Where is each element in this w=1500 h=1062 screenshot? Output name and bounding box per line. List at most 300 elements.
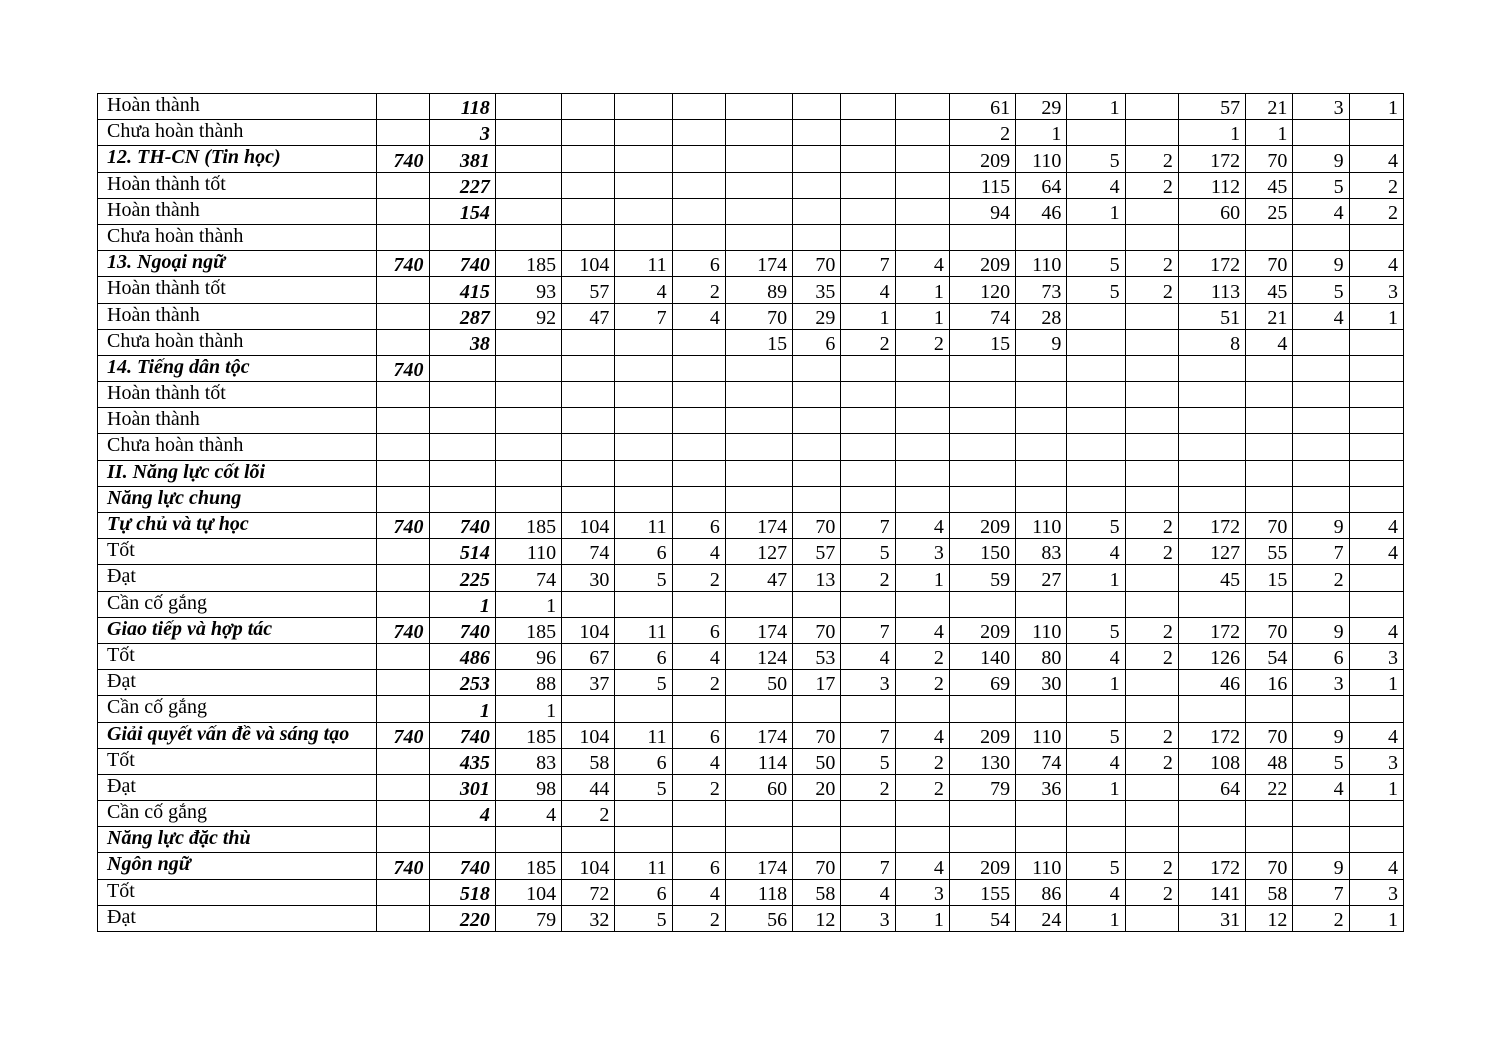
value-cell: 6 — [672, 251, 725, 277]
value-cell — [562, 94, 615, 120]
evaluated-total-cell: 220 — [429, 905, 495, 931]
value-cell: 1 — [1246, 120, 1293, 146]
evaluated-total-cell: 486 — [429, 643, 495, 669]
value-cell: 5 — [841, 748, 895, 774]
value-cell: 3 — [895, 879, 949, 905]
row-label: Hoàn thành tốt — [98, 172, 377, 198]
value-cell — [1293, 591, 1349, 617]
value-cell — [1125, 382, 1178, 408]
value-cell: 9 — [1293, 146, 1349, 172]
value-cell — [841, 355, 895, 381]
value-cell: 79 — [949, 774, 1015, 800]
value-cell: 2 — [1125, 879, 1178, 905]
value-cell: 45 — [1246, 172, 1293, 198]
value-cell: 79 — [495, 905, 561, 931]
row-label: Hoàn thành — [98, 94, 377, 120]
value-cell — [1067, 827, 1125, 853]
value-cell — [1016, 486, 1067, 512]
value-cell: 15 — [1246, 565, 1293, 591]
value-cell — [1125, 329, 1178, 355]
value-cell: 2 — [949, 120, 1015, 146]
row-label: Chưa hoàn thành — [98, 120, 377, 146]
table-row — [98, 329, 1404, 355]
value-cell: 1 — [1067, 198, 1125, 224]
value-cell — [562, 172, 615, 198]
row-label: Tốt — [98, 539, 377, 565]
value-cell: 110 — [1016, 617, 1067, 643]
value-cell: 172 — [1178, 146, 1245, 172]
value-cell — [841, 224, 895, 250]
value-cell: 57 — [793, 539, 841, 565]
value-cell: 6 — [615, 539, 672, 565]
value-cell: 96 — [495, 643, 561, 669]
value-cell: 2 — [1349, 172, 1403, 198]
value-cell: 4 — [1349, 251, 1403, 277]
value-cell: 45 — [1246, 277, 1293, 303]
enrolled-total-cell: 740 — [377, 853, 429, 879]
value-cell — [949, 460, 1015, 486]
value-cell — [562, 382, 615, 408]
value-cell: 104 — [562, 617, 615, 643]
value-cell — [1349, 408, 1403, 434]
value-cell — [895, 696, 949, 722]
value-cell: 48 — [1246, 748, 1293, 774]
value-cell — [841, 198, 895, 224]
value-cell: 24 — [1016, 905, 1067, 931]
evaluated-total-cell — [429, 224, 495, 250]
value-cell: 172 — [1178, 513, 1245, 539]
value-cell: 174 — [725, 513, 792, 539]
value-cell: 2 — [1349, 198, 1403, 224]
value-cell: 72 — [562, 879, 615, 905]
table-row — [98, 801, 1404, 827]
value-cell: 2 — [1125, 251, 1178, 277]
value-cell: 11 — [615, 617, 672, 643]
evaluated-total-cell — [429, 434, 495, 460]
value-cell — [725, 460, 792, 486]
value-cell — [793, 146, 841, 172]
value-cell: 60 — [725, 774, 792, 800]
value-cell — [725, 120, 792, 146]
table-row — [98, 696, 1404, 722]
enrolled-total-cell — [377, 905, 429, 931]
value-cell — [672, 696, 725, 722]
value-cell: 70 — [1246, 513, 1293, 539]
value-cell: 4 — [1293, 198, 1349, 224]
value-cell: 83 — [1016, 539, 1067, 565]
value-cell: 110 — [1016, 853, 1067, 879]
value-cell — [615, 591, 672, 617]
value-cell — [841, 591, 895, 617]
value-cell: 2 — [1125, 277, 1178, 303]
value-cell: 4 — [895, 853, 949, 879]
value-cell: 45 — [1178, 565, 1245, 591]
row-label: Tốt — [98, 643, 377, 669]
value-cell — [495, 329, 561, 355]
value-cell: 172 — [1178, 251, 1245, 277]
value-cell — [841, 827, 895, 853]
value-cell: 46 — [1178, 670, 1245, 696]
value-cell: 7 — [1293, 539, 1349, 565]
value-cell — [725, 591, 792, 617]
row-label: Đạt — [98, 670, 377, 696]
value-cell: 32 — [562, 905, 615, 931]
value-cell — [1293, 827, 1349, 853]
value-cell: 9 — [1293, 617, 1349, 643]
value-cell: 29 — [793, 303, 841, 329]
value-cell — [1016, 696, 1067, 722]
row-label: Tốt — [98, 879, 377, 905]
value-cell: 1 — [1067, 905, 1125, 931]
value-cell — [1246, 486, 1293, 512]
value-cell — [1125, 801, 1178, 827]
value-cell: 209 — [949, 617, 1015, 643]
row-label: Cần cố gắng — [98, 696, 377, 722]
evaluated-total-cell: 1 — [429, 696, 495, 722]
value-cell: 55 — [1246, 539, 1293, 565]
evaluated-total-cell — [429, 408, 495, 434]
value-cell — [1349, 827, 1403, 853]
value-cell — [793, 120, 841, 146]
value-cell: 69 — [949, 670, 1015, 696]
value-cell: 80 — [1016, 643, 1067, 669]
enrolled-total-cell — [377, 408, 429, 434]
row-label: 12. TH-CN (Tin học) — [98, 146, 377, 172]
evaluated-total-cell: 154 — [429, 198, 495, 224]
value-cell — [1178, 408, 1245, 434]
row-label: Tự chủ và tự học — [98, 513, 377, 539]
value-cell — [1067, 303, 1125, 329]
row-label: Đạt — [98, 565, 377, 591]
enrolled-total-cell: 740 — [377, 251, 429, 277]
value-cell — [1349, 591, 1403, 617]
value-cell: 30 — [1016, 670, 1067, 696]
value-cell — [562, 434, 615, 460]
value-cell — [672, 94, 725, 120]
value-cell: 74 — [1016, 748, 1067, 774]
value-cell — [1349, 565, 1403, 591]
value-cell: 4 — [1067, 172, 1125, 198]
value-cell — [725, 827, 792, 853]
value-cell: 1 — [895, 565, 949, 591]
value-cell — [615, 460, 672, 486]
value-cell: 2 — [1125, 722, 1178, 748]
value-cell — [672, 486, 725, 512]
value-cell: 110 — [1016, 146, 1067, 172]
evaluated-total-cell: 740 — [429, 513, 495, 539]
table-row — [98, 224, 1404, 250]
enrolled-total-cell — [377, 277, 429, 303]
value-cell — [793, 408, 841, 434]
value-cell: 4 — [1349, 513, 1403, 539]
enrolled-total-cell — [377, 827, 429, 853]
value-cell: 3 — [895, 539, 949, 565]
value-cell — [1016, 591, 1067, 617]
enrolled-total-cell: 740 — [377, 513, 429, 539]
value-cell: 7 — [841, 251, 895, 277]
value-cell — [1125, 303, 1178, 329]
value-cell: 64 — [1178, 774, 1245, 800]
value-cell — [1125, 827, 1178, 853]
value-cell: 2 — [895, 748, 949, 774]
value-cell — [562, 224, 615, 250]
value-cell: 4 — [895, 722, 949, 748]
table-row — [98, 774, 1404, 800]
value-cell: 5 — [1067, 146, 1125, 172]
value-cell — [1067, 382, 1125, 408]
enrolled-total-cell — [377, 565, 429, 591]
evaluated-total-cell: 118 — [429, 94, 495, 120]
value-cell: 1 — [1349, 670, 1403, 696]
value-cell: 104 — [562, 513, 615, 539]
value-cell — [949, 801, 1015, 827]
table-row — [98, 303, 1404, 329]
enrolled-total-cell — [377, 486, 429, 512]
value-cell: 44 — [562, 774, 615, 800]
value-cell: 6 — [672, 853, 725, 879]
enrolled-total-cell — [377, 460, 429, 486]
value-cell: 104 — [562, 251, 615, 277]
enrolled-total-cell — [377, 434, 429, 460]
table-row — [98, 120, 1404, 146]
value-cell — [949, 434, 1015, 460]
value-cell: 67 — [562, 643, 615, 669]
value-cell: 172 — [1178, 853, 1245, 879]
value-cell: 60 — [1178, 198, 1245, 224]
enrolled-total-cell — [377, 303, 429, 329]
value-cell — [1016, 355, 1067, 381]
value-cell: 4 — [1067, 879, 1125, 905]
value-cell: 51 — [1178, 303, 1245, 329]
value-cell: 110 — [1016, 722, 1067, 748]
value-cell: 12 — [1246, 905, 1293, 931]
value-cell: 70 — [725, 303, 792, 329]
value-cell — [1016, 224, 1067, 250]
value-cell: 54 — [949, 905, 1015, 931]
value-cell: 15 — [725, 329, 792, 355]
row-label: Chưa hoàn thành — [98, 434, 377, 460]
enrolled-total-cell — [377, 539, 429, 565]
value-cell — [495, 198, 561, 224]
value-cell: 1 — [895, 905, 949, 931]
row-label: Chưa hoàn thành — [98, 224, 377, 250]
value-cell: 21 — [1246, 303, 1293, 329]
evaluated-total-cell: 415 — [429, 277, 495, 303]
value-cell: 209 — [949, 146, 1015, 172]
row-label: Hoàn thành — [98, 408, 377, 434]
value-cell: 74 — [562, 539, 615, 565]
evaluated-total-cell — [429, 486, 495, 512]
value-cell — [615, 329, 672, 355]
value-cell: 4 — [895, 513, 949, 539]
value-cell: 86 — [1016, 879, 1067, 905]
enrolled-total-cell: 740 — [377, 722, 429, 748]
enrolled-total-cell: 740 — [377, 146, 429, 172]
value-cell: 6 — [672, 513, 725, 539]
value-cell — [562, 486, 615, 512]
value-cell — [495, 460, 561, 486]
value-cell: 113 — [1178, 277, 1245, 303]
value-cell: 4 — [1067, 539, 1125, 565]
table-row — [98, 591, 1404, 617]
value-cell: 4 — [672, 879, 725, 905]
row-label: Đạt — [98, 774, 377, 800]
value-cell — [672, 198, 725, 224]
value-cell: 93 — [495, 277, 561, 303]
value-cell — [495, 355, 561, 381]
value-cell: 4 — [1349, 617, 1403, 643]
value-cell — [841, 382, 895, 408]
table-row — [98, 879, 1404, 905]
value-cell — [1067, 120, 1125, 146]
value-cell: 9 — [1016, 329, 1067, 355]
evaluated-total-cell — [429, 460, 495, 486]
value-cell — [725, 94, 792, 120]
value-cell — [1125, 224, 1178, 250]
value-cell — [895, 172, 949, 198]
value-cell: 5 — [1067, 251, 1125, 277]
value-cell — [841, 460, 895, 486]
value-cell: 2 — [895, 643, 949, 669]
value-cell: 13 — [793, 565, 841, 591]
value-cell — [1349, 460, 1403, 486]
value-cell — [1178, 355, 1245, 381]
value-cell — [841, 486, 895, 512]
value-cell — [895, 827, 949, 853]
value-cell — [615, 434, 672, 460]
enrolled-total-cell — [377, 643, 429, 669]
value-cell: 29 — [1016, 94, 1067, 120]
value-cell — [672, 591, 725, 617]
value-cell: 4 — [672, 303, 725, 329]
value-cell — [1067, 696, 1125, 722]
value-cell: 2 — [1293, 905, 1349, 931]
value-cell — [562, 146, 615, 172]
value-cell: 3 — [1349, 277, 1403, 303]
value-cell — [793, 801, 841, 827]
value-cell: 1 — [841, 303, 895, 329]
value-cell — [841, 801, 895, 827]
enrolled-total-cell: 740 — [377, 617, 429, 643]
value-cell: 4 — [841, 643, 895, 669]
value-cell — [615, 224, 672, 250]
value-cell: 2 — [672, 565, 725, 591]
value-cell: 5 — [1067, 722, 1125, 748]
value-cell: 1 — [1067, 670, 1125, 696]
value-cell: 2 — [895, 329, 949, 355]
value-cell: 2 — [1125, 539, 1178, 565]
value-cell — [615, 198, 672, 224]
table-row — [98, 513, 1404, 539]
value-cell — [1125, 460, 1178, 486]
value-cell: 70 — [1246, 617, 1293, 643]
table-row — [98, 460, 1404, 486]
value-cell: 58 — [562, 748, 615, 774]
row-label: Hoàn thành — [98, 198, 377, 224]
value-cell — [495, 382, 561, 408]
value-cell: 7 — [615, 303, 672, 329]
value-cell: 127 — [725, 539, 792, 565]
value-cell — [793, 486, 841, 512]
value-cell: 22 — [1246, 774, 1293, 800]
value-cell — [895, 408, 949, 434]
value-cell — [949, 486, 1015, 512]
enrolled-total-cell — [377, 696, 429, 722]
value-cell: 174 — [725, 722, 792, 748]
table-row — [98, 172, 1404, 198]
value-cell: 88 — [495, 670, 561, 696]
value-cell: 174 — [725, 617, 792, 643]
value-cell: 172 — [1178, 617, 1245, 643]
value-cell: 36 — [1016, 774, 1067, 800]
value-cell — [895, 120, 949, 146]
value-cell — [1349, 355, 1403, 381]
value-cell — [725, 434, 792, 460]
value-cell — [841, 696, 895, 722]
value-cell — [841, 408, 895, 434]
value-cell — [1246, 224, 1293, 250]
value-cell: 64 — [1016, 172, 1067, 198]
table-row — [98, 722, 1404, 748]
value-cell: 185 — [495, 722, 561, 748]
value-cell: 108 — [1178, 748, 1245, 774]
value-cell — [615, 94, 672, 120]
value-cell: 4 — [1067, 643, 1125, 669]
value-cell: 2 — [672, 905, 725, 931]
value-cell: 5 — [1067, 853, 1125, 879]
row-label: Hoàn thành tốt — [98, 382, 377, 408]
value-cell: 5 — [615, 774, 672, 800]
value-cell: 59 — [949, 565, 1015, 591]
value-cell — [1349, 120, 1403, 146]
value-cell: 4 — [672, 748, 725, 774]
value-cell — [793, 460, 841, 486]
value-cell — [1246, 434, 1293, 460]
row-label: 14. Tiếng dân tộc — [98, 355, 377, 381]
value-cell: 140 — [949, 643, 1015, 669]
value-cell — [895, 198, 949, 224]
value-cell — [615, 408, 672, 434]
value-cell — [615, 827, 672, 853]
value-cell: 20 — [793, 774, 841, 800]
value-cell — [895, 591, 949, 617]
value-cell: 12 — [793, 905, 841, 931]
value-cell — [1293, 460, 1349, 486]
enrolled-total-cell — [377, 382, 429, 408]
value-cell — [1067, 408, 1125, 434]
value-cell — [1067, 355, 1125, 381]
value-cell: 2 — [841, 565, 895, 591]
value-cell — [1067, 434, 1125, 460]
value-cell: 83 — [495, 748, 561, 774]
value-cell: 70 — [793, 853, 841, 879]
value-cell: 92 — [495, 303, 561, 329]
value-cell — [615, 801, 672, 827]
value-cell — [672, 434, 725, 460]
evaluated-total-cell: 225 — [429, 565, 495, 591]
value-cell: 2 — [1125, 748, 1178, 774]
value-cell — [1293, 329, 1349, 355]
value-cell — [1125, 774, 1178, 800]
value-cell — [1246, 460, 1293, 486]
value-cell: 11 — [615, 251, 672, 277]
statistics-table — [97, 93, 1404, 932]
value-cell: 37 — [562, 670, 615, 696]
value-cell — [949, 696, 1015, 722]
table-row — [98, 643, 1404, 669]
value-cell: 5 — [1067, 277, 1125, 303]
value-cell — [1016, 382, 1067, 408]
